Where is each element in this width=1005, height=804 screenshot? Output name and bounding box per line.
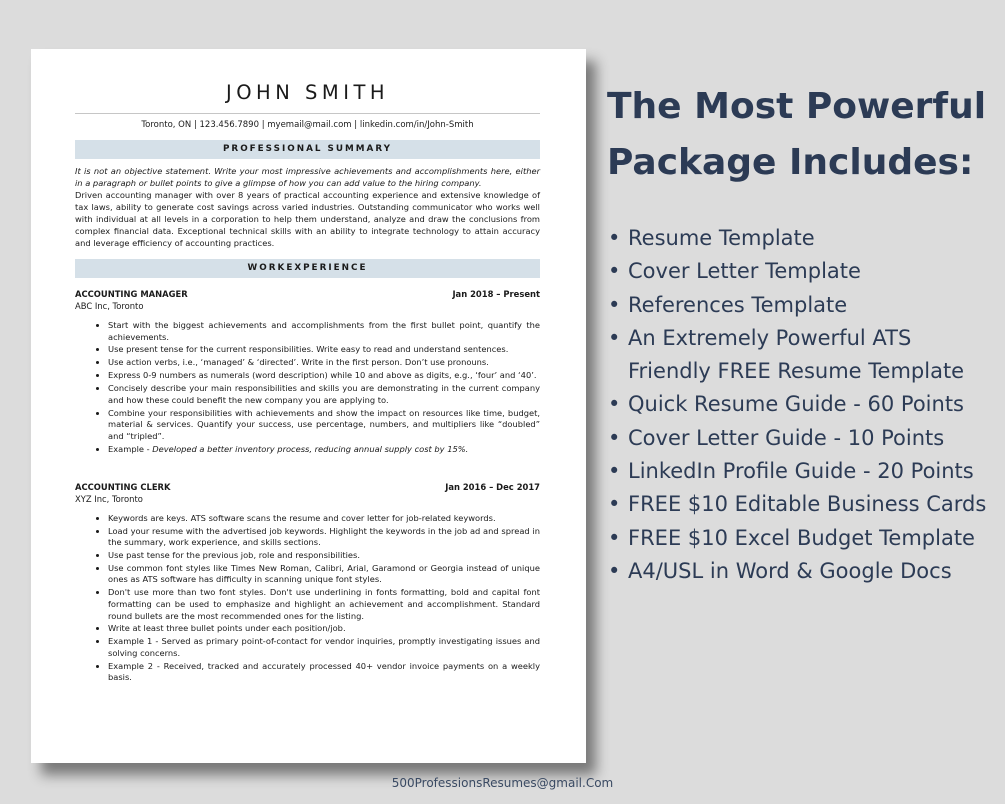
resume-page [31, 49, 586, 763]
feature-item [607, 422, 997, 455]
resume-contact-line: Toronto, ON | 123.456.7890 | myemail@mail.com | linkedin.com/in/John-Smith [141, 120, 474, 130]
job-bullet: • Start with the biggest achievements and accomplishments from the first bullet point, quantify the achievements. [108, 320, 540, 343]
feature-label: Quick Resume Guide - 60 Points [628, 392, 964, 417]
job-title: ACCOUNTING CLERK [75, 481, 171, 492]
job-bullet: • Use action verbs, i.e., ‘managed’ & ‘directed’. Write in the first person. Don’t use pronouns. [108, 357, 540, 369]
job-bullet: • Use common font styles like Times New Roman, Calibri, Arial, Garamond or Georgia instead of unique ones as ATS software has difficulty in scanning unique font styles. [108, 563, 540, 586]
bullet-icon: • [608, 459, 621, 484]
job-bullet: • Write at least three bullet points under each position/job. [108, 623, 540, 635]
example-prefix: Example - [108, 443, 153, 454]
job-bullet: • Example 1 - Served as primary point-of-contact for vendor inquiries, promptly investigating issues and solving concerns. [108, 636, 540, 659]
feature-item [607, 555, 997, 588]
job-bullet: • Keywords are keys. ATS software scans the resume and cover letter for job-related keywords. [108, 513, 540, 525]
job-company: ABC Inc, Toronto [75, 301, 144, 311]
feature-label: An Extremely Powerful ATS Friendly FREE Resume Template [628, 325, 965, 384]
bullet-icon: • [608, 392, 621, 417]
job-dates: Jan 2016 – Dec 2017 [445, 481, 540, 492]
job-bullet: • Example 2 - Received, tracked and accurately processed 40+ vendor invoice payments on a weekly basis. [108, 661, 540, 684]
job-title: ACCOUNTING MANAGER [75, 289, 188, 299]
feature-list [607, 222, 997, 588]
job-company: XYZ Inc, Toronto [75, 493, 143, 504]
summary-intro: It is not an objective statement. Write your most impressive achievements and accomplishments here, either in a paragraph or bullet points to give a glimpse of how you can add value to the hiring company. [75, 166, 540, 188]
bullet-icon: • [608, 325, 621, 350]
summary-text [75, 165, 540, 249]
feature-label: Cover Letter Template [628, 259, 861, 284]
feature-item [607, 289, 997, 322]
job-bullet: • Express 0-9 numbers as numerals (word description) while 10 and above as digits, e.g., ‘four’ and ‘40’. [108, 370, 540, 382]
bullet-icon: • [608, 492, 621, 517]
bullet-icon: • [608, 558, 621, 583]
contact-email: 500ProfessionsResumes@gmail.Com [391, 776, 614, 790]
feature-label: A4/USL in Word & Google Docs [628, 558, 952, 583]
feature-item [607, 455, 997, 488]
job-bullet: • Don't use more than two font styles. Don't use underlining in fonts formatting, bold and capital font formatting can be used to emphasize and highlight an achievement and accomplishment. Standard round bullets are the most recommended ones for the listing. [108, 587, 540, 622]
bullet-icon: • [608, 226, 621, 250]
job-bullet: • Load your resume with the advertised job keywords. Highlight the keywords in the job ad and spread in the summary, work experience, and skills sections. [108, 526, 540, 549]
job-bullet: • Concisely describe your main responsibilities and skills you are demonstrating in the current company and how these could benefit the new company you are applying to. [108, 383, 540, 406]
experience-section-heading: WORKEXPERIENCE [75, 259, 540, 278]
bullet-icon: • [608, 259, 621, 284]
feature-item [607, 388, 997, 421]
feature-label: FREE $10 Excel Budget Template [628, 525, 975, 550]
job-dates: Jan 2018 – Present [452, 289, 540, 299]
feature-label: Cover Letter Guide - 10 Points [628, 425, 945, 450]
feature-label: Resume Template [628, 226, 815, 250]
job-bullet-example [108, 444, 540, 456]
job-bullet-list [75, 320, 540, 455]
feature-item [607, 222, 997, 255]
feature-item [607, 522, 997, 555]
feature-label: LinkedIn Profile Guide - 20 Points [628, 459, 974, 484]
job-bullet: • Combine your responsibilities with achievements and show the impact on resources like time, budget, material & services. Quantify your success, use percentage, numbers, and multipliers like “doubled” and “tripled”. [108, 408, 540, 443]
bullet-icon: • [608, 425, 621, 450]
feature-item [607, 488, 997, 521]
bullet-icon: • [608, 292, 621, 317]
job-bullet-list [75, 513, 540, 684]
feature-label: FREE $10 Editable Business Cards [628, 492, 987, 517]
feature-label: References Template [628, 292, 848, 317]
job-bullet: • Use past tense for the previous job, role and responsibilities. [108, 550, 540, 562]
job-spacer [75, 457, 540, 471]
promo-headline: The Most Powerful Package Includes: [607, 86, 987, 183]
bullet-icon: • [608, 525, 621, 550]
resume-name: JOHN SMITH [225, 81, 390, 104]
feature-item [607, 255, 997, 288]
summary-body: Driven accounting manager with over 8 years of practical accounting experience and extensive knowledge of tax laws, ability to generate cost savings across varied industries. Outstanding communicator who works well with individual at all levels in a corporation to help them understand, analyze and draw the conclusions from complex financial data. Exceptional technical skills with an ability to integrate technology to attain accuracy and leverage efficiency of accounting practices. [75, 190, 540, 248]
example-text: Developed a better inventory process, reducing annual supply cost by 15%. [152, 443, 469, 454]
feature-item [607, 322, 997, 389]
job-bullet: • Use present tense for the current responsibilities. Write easy to read and understand sentences. [108, 344, 540, 356]
name-divider [75, 113, 540, 114]
summary-section-heading: PROFESSIONAL SUMMARY [75, 140, 540, 159]
job-header [75, 482, 540, 492]
job-header [75, 289, 540, 299]
